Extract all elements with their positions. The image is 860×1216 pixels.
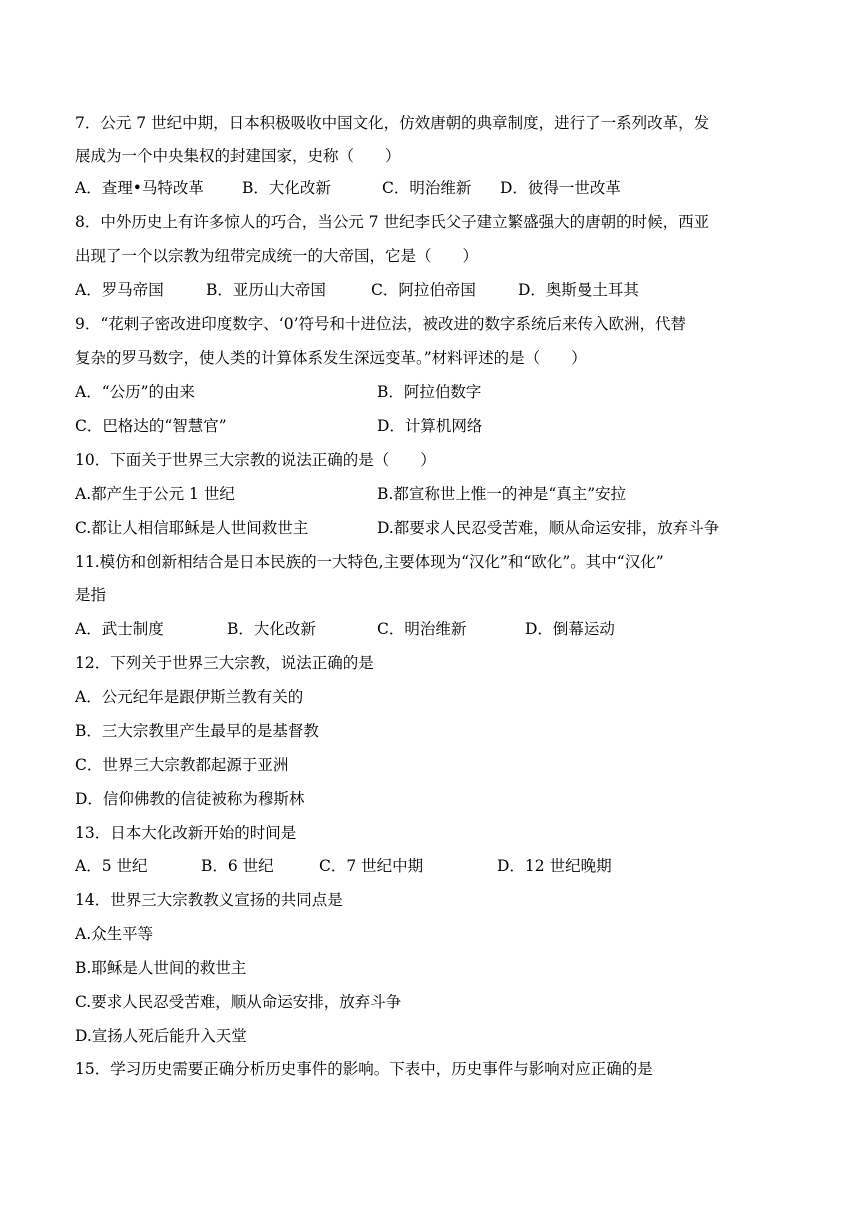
q10-options-row-2 [75,518,795,538]
q12-option-b: B．三大宗教里产生最早的是基督教 [75,722,319,740]
q9-options-row-2 [75,416,795,436]
q11-option-a: A．武士制度 [75,620,164,638]
q10-option-a: A.都产生于公元 1 世纪 [75,485,235,503]
q10-options-row-1 [75,484,795,504]
q7-option-b: B．大化改新 [242,179,331,197]
q9-option-a: A．“公历”的由来 [75,383,196,401]
q9-option-d: D．计算机网络 [377,417,483,435]
q14-option-c: C.要求人民忍受苦难，顺从命运安排，放弃斗争 [75,993,402,1011]
q9-option-b: B．阿拉伯数字 [377,383,482,401]
q13-stem: 13．日本大化改新开始的时间是 [75,824,297,842]
q9-option-c: C．巴格达的“智慧官” [75,417,227,435]
q13-option-a: A．5 世纪 [75,857,148,875]
q14-stem: 14．世界三大宗教教义宣扬的共同点是 [75,891,343,909]
q7-option-d: D．彼得一世改革 [500,179,621,197]
q8-option-a: A．罗马帝国 [75,281,164,299]
q7-stem-line-2: 展成为一个中央集权的封建国家，史称（ ） [75,147,401,165]
q11-stem-line-2: 是指 [75,586,107,604]
q8-option-c: C．阿拉伯帝国 [371,281,476,299]
q15-stem: 15．学习历史需要正确分析历史事件的影响。下表中，历史事件与影响对应正确的是 [75,1060,653,1078]
q10-option-d: D.都要求人民忍受苦难，顺从命运安排，放弃斗争 [377,519,720,537]
q13-option-b: B．6 世纪 [201,857,274,875]
q7-options [75,178,795,198]
q10-stem: 10．下面关于世界三大宗教的说法正确的是（ ） [75,451,436,469]
q11-option-d: D．倒幕运动 [525,620,615,638]
q13-option-d: D．12 世纪晚期 [497,857,612,875]
q7-stem-line-1: 7．公元 7 世纪中期，日本积极吸收中国文化，仿效唐朝的典章制度，进行了一系列改革，发 [75,114,710,132]
q10-option-c: C.都让人相信耶稣是人世间救世主 [75,519,309,537]
q10-option-b: B.都宣称世上惟一的神是“真主”安拉 [377,485,627,503]
q11-option-c: C．明治维新 [377,620,467,638]
q14-option-d: D.宣扬人死后能升入天堂 [75,1027,247,1045]
q8-options [75,280,795,300]
q11-option-b: B．大化改新 [227,620,316,638]
q11-options [75,619,795,639]
q9-options-row-1 [75,382,795,402]
q11-stem-line-1: 11.模仿和创新相结合是日本民族的一大特色,主要体现为“汉化”和“欧化”。其中“汉化” [75,553,664,571]
q12-option-d: D．信仰佛教的信徒被称为穆斯林 [75,790,305,808]
q12-option-c: C．世界三大宗教都起源于亚洲 [75,756,289,774]
q13-option-c: C．7 世纪中期 [319,857,424,875]
q7-option-a: A．查理•马特改革 [75,179,204,197]
q14-option-b: B.耶稣是人世间的救世主 [75,959,247,977]
q9-stem-line-1: 9．“花剌子密改进印度数字、‘0’符号和十进位法，被改进的数字系统后来传入欧洲，代替 [75,315,687,333]
q8-stem-line-2: 出现了一个以宗教为纽带完成统一的大帝国，它是（ ） [75,247,479,265]
q9-stem-line-2: 复杂的罗马数字，使人类的计算体系发生深远变革。”材料评述的是（ ） [75,349,587,367]
q12-option-a: A．公元纪年是跟伊斯兰教有关的 [75,688,304,706]
q13-options [75,856,795,876]
q14-option-a: A.众生平等 [75,925,154,943]
q8-option-d: D．奥斯曼土耳其 [518,281,639,299]
q7-option-c: C．明治维新 [382,179,472,197]
q8-stem-line-1: 8．中外历史上有许多惊人的巧合，当公元 7 世纪李氏父子建立繁盛强大的唐朝的时候，西亚 [75,213,710,231]
q12-stem: 12．下列关于世界三大宗教，说法正确的是 [75,654,374,672]
q8-option-b: B．亚历山大帝国 [206,281,326,299]
